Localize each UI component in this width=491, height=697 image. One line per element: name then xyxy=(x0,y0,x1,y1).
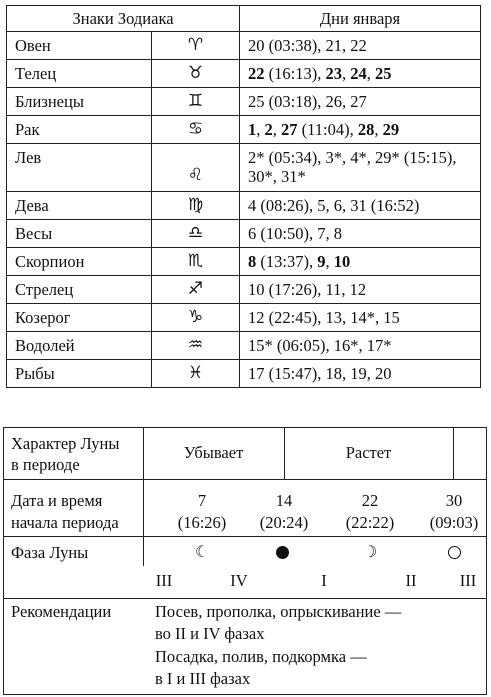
period-4-day: 30 xyxy=(445,491,463,510)
zodiac-sign-name: Рыбы xyxy=(7,360,152,388)
zodiac-days xyxy=(240,332,481,360)
date-label-1: Дата и время xyxy=(11,491,103,510)
zodiac-days xyxy=(240,116,481,144)
zodiac-row xyxy=(7,32,481,60)
zodiac-sign-name: Телец xyxy=(7,60,152,88)
zodiac-sign-name: Козерог xyxy=(7,304,152,332)
zodiac-sign-name: Рак xyxy=(7,116,152,144)
day-bold: 10 xyxy=(333,252,351,271)
period-3-time: (22:22) xyxy=(345,513,395,532)
zodiac-sign-name: Близнецы xyxy=(7,88,152,116)
zodiac-days xyxy=(240,60,481,88)
moon-crescent-icon: ☽ xyxy=(363,542,378,561)
day-text: 20 (03:38), 21, 22 xyxy=(248,36,367,55)
zodiac-table xyxy=(6,5,481,388)
day-text: (13:37), xyxy=(256,252,318,271)
zodiac-row xyxy=(7,116,481,144)
day-text: , xyxy=(366,64,375,83)
zodiac-row xyxy=(7,276,481,304)
recommend-line: Посадка, полив, подкормка — xyxy=(155,647,367,666)
zodiac-days xyxy=(240,32,481,60)
zodiac-symbol-icon: ♌︎ xyxy=(152,144,240,192)
moon-table xyxy=(3,427,487,695)
zodiac-symbol-icon: ♍︎ xyxy=(152,192,240,220)
quarter-label: II xyxy=(405,571,417,590)
day-text: (11:04), xyxy=(297,120,358,139)
quarter-label: IV xyxy=(230,571,248,590)
phase-label: Фаза Луны xyxy=(11,543,89,562)
recommend-line: во II и IV фазах xyxy=(155,624,265,643)
day-text: , xyxy=(272,120,282,139)
zodiac-header-row xyxy=(7,6,481,32)
day-text: , xyxy=(256,120,265,139)
day-text: 10 (17:26), 11, 12 xyxy=(248,280,367,299)
day-bold: 23 xyxy=(325,64,342,83)
period-2-time: (20:24) xyxy=(259,513,309,532)
zodiac-sign-name: Водолей xyxy=(7,332,152,360)
day-bold: 28 xyxy=(357,120,375,139)
zodiac-row xyxy=(7,248,481,276)
day-bold: 9 xyxy=(317,252,326,271)
zodiac-row xyxy=(7,144,481,192)
day-bold: 27 xyxy=(281,120,298,139)
moon-crescent-icon: ☾ xyxy=(195,542,210,561)
period-1-time: (16:26) xyxy=(177,513,227,532)
day-text: 4 (08:26), 5, 6, 31 (16:52) xyxy=(248,196,420,215)
zodiac-symbol-icon: ♑︎ xyxy=(152,304,240,332)
day-bold: 8 xyxy=(248,252,257,271)
zodiac-sign-name: Скорпион xyxy=(7,248,152,276)
day-text: 6 (10:50), 7, 8 xyxy=(248,224,342,243)
zodiac-sign-name: Стрелец xyxy=(7,276,152,304)
header-signs: Знаки Зодиака xyxy=(7,6,240,32)
zodiac-days xyxy=(240,360,481,388)
zodiac-days xyxy=(240,144,481,192)
period-4-time: (09:03) xyxy=(429,513,479,532)
zodiac-days xyxy=(240,88,481,116)
waxing-label: Растет xyxy=(345,443,392,462)
quarter-label: III xyxy=(155,571,173,590)
day-bold: 29 xyxy=(382,120,400,139)
quarter-label: I xyxy=(321,571,327,590)
day-text: 25 (03:18), 26, 27 xyxy=(248,92,367,111)
zodiac-row xyxy=(7,88,481,116)
zodiac-symbol-icon: ♉︎ xyxy=(152,60,240,88)
period-2-day: 14 xyxy=(275,491,293,510)
zodiac-row xyxy=(7,332,481,360)
day-bold: 2 xyxy=(264,120,273,139)
zodiac-sign-name: Дева xyxy=(7,192,152,220)
full-moon-icon xyxy=(448,545,461,563)
day-text: (16:13), xyxy=(264,64,326,83)
zodiac-symbol-icon: ♓︎ xyxy=(152,360,240,388)
zodiac-days xyxy=(240,304,481,332)
zodiac-symbol-icon: ♊︎ xyxy=(152,88,240,116)
zodiac-row xyxy=(7,360,481,388)
period-3-day: 22 xyxy=(361,491,379,510)
new-moon-icon xyxy=(276,545,289,563)
zodiac-days xyxy=(240,220,481,248)
day-bold: 1 xyxy=(248,120,257,139)
zodiac-symbol-icon: ♎︎ xyxy=(152,220,240,248)
zodiac-sign-name: Лев xyxy=(7,144,152,192)
period-1-day: 7 xyxy=(197,491,207,510)
zodiac-row xyxy=(7,220,481,248)
zodiac-sign-name: Овен xyxy=(7,32,152,60)
day-text: , xyxy=(341,64,351,83)
zodiac-symbol-icon: ♐︎ xyxy=(152,276,240,304)
day-text: 30*, 31* xyxy=(248,167,306,186)
day-text: , xyxy=(325,252,334,271)
day-text: 17 (15:47), 18, 19, 20 xyxy=(248,364,392,383)
moon-character-label-1: Характер Луны xyxy=(11,434,120,453)
zodiac-row xyxy=(7,60,481,88)
header-days: Дни января xyxy=(240,6,481,32)
day-bold: 22 xyxy=(248,64,265,83)
zodiac-symbol-icon: ♏︎ xyxy=(152,248,240,276)
day-text: 2* (05:34), 3*, 4*, 29* (15:15), xyxy=(248,148,457,167)
zodiac-symbol-icon: ♒︎ xyxy=(152,332,240,360)
zodiac-row xyxy=(7,192,481,220)
zodiac-symbol-icon: ♈︎ xyxy=(152,32,240,60)
moon-character-label-2: в периоде xyxy=(11,455,80,474)
zodiac-days xyxy=(240,192,481,220)
quarter-label: III xyxy=(459,571,477,590)
zodiac-days xyxy=(240,248,481,276)
waning-label: Убывает xyxy=(183,443,244,462)
day-text: 15* (06:05), 16*, 17* xyxy=(248,336,392,355)
zodiac-sign-name: Весы xyxy=(7,220,152,248)
zodiac-row xyxy=(7,304,481,332)
day-text: , xyxy=(374,120,383,139)
zodiac-symbol-icon: ♋︎ xyxy=(152,116,240,144)
zodiac-days xyxy=(240,276,481,304)
recommend-label: Рекомендации xyxy=(11,602,112,621)
day-bold: 25 xyxy=(374,64,392,83)
day-text: 12 (22:45), 13, 14*, 15 xyxy=(248,308,400,327)
recommend-line: в I и III фазах xyxy=(155,669,251,688)
recommend-line: Посев, прополка, опрыскивание — xyxy=(155,602,402,621)
date-label-2: начала периода xyxy=(11,513,119,532)
day-bold: 24 xyxy=(350,64,367,83)
